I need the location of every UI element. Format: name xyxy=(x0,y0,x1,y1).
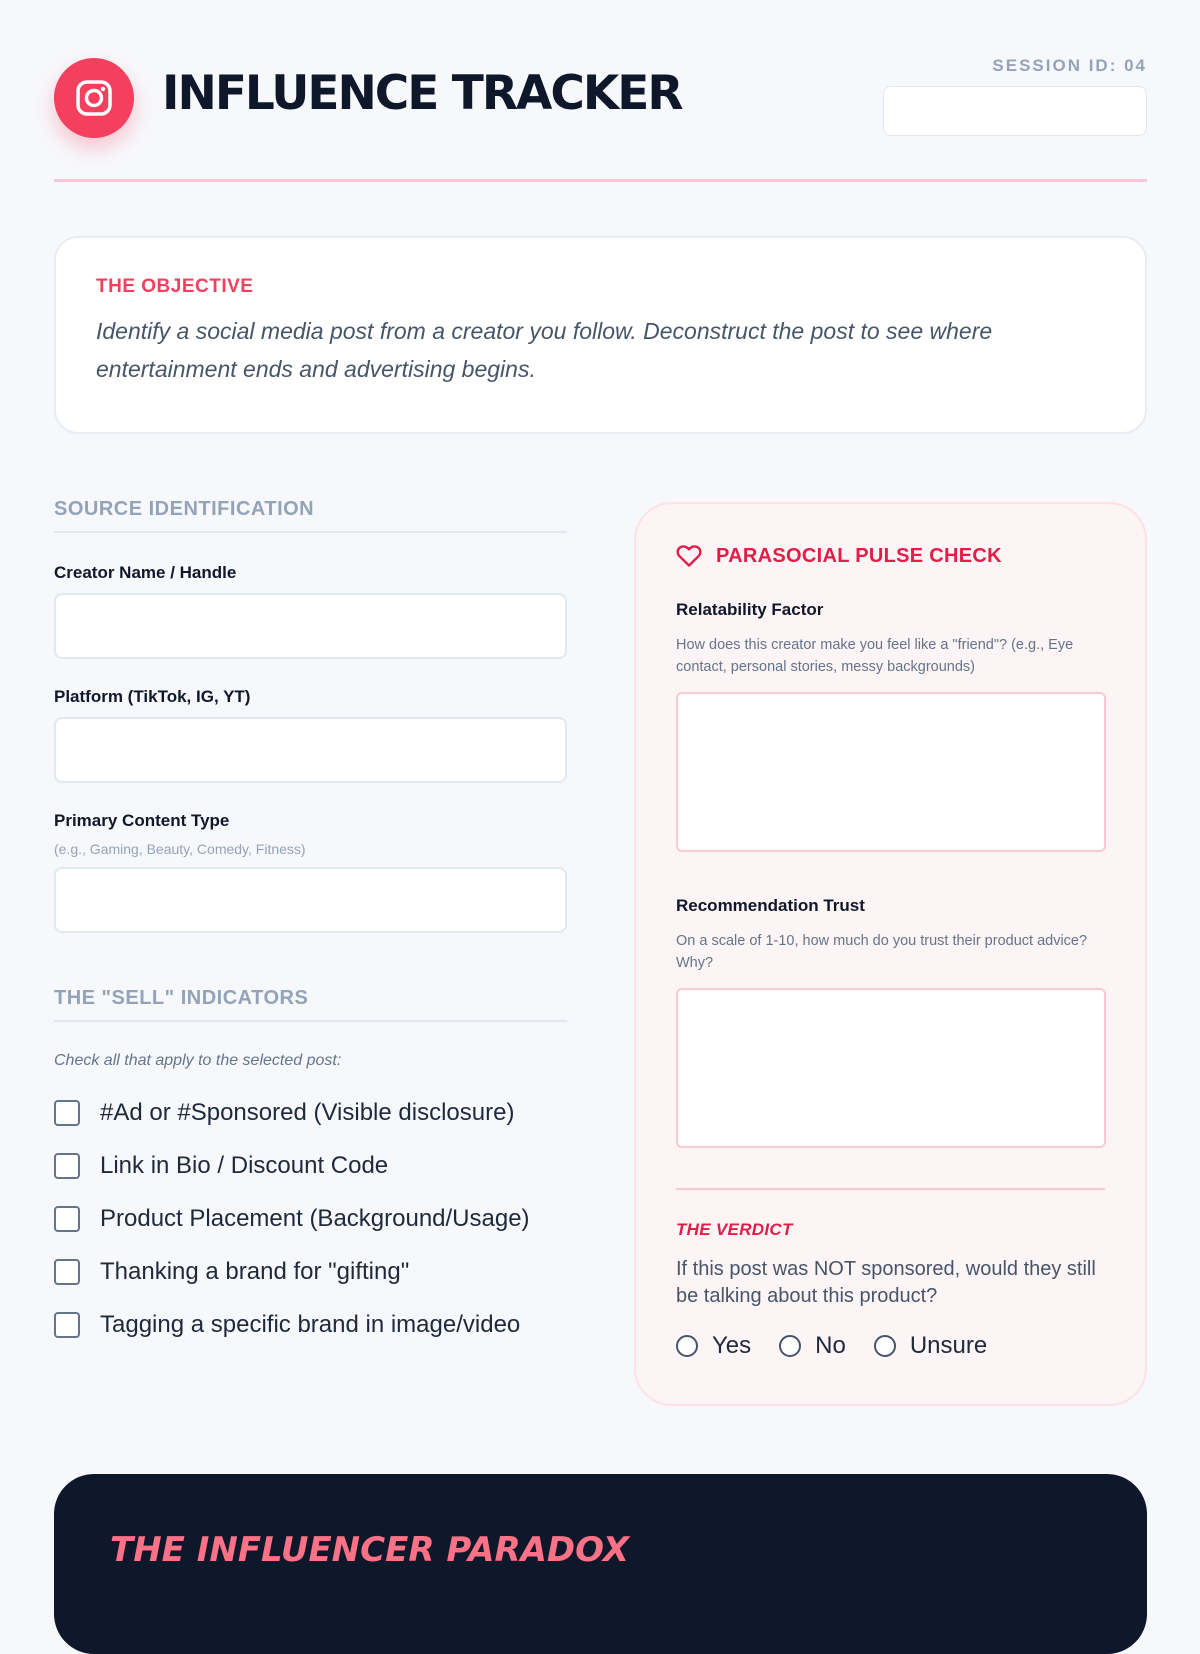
platform-input[interactable] xyxy=(54,717,567,783)
radio-label: Yes xyxy=(712,1332,752,1359)
heart-icon xyxy=(676,544,702,568)
header-divider xyxy=(54,179,1147,182)
objective-text: Identify a social media post from a creator you follow. Deconstruct the post to see where entertainment ends and advertising begins. xyxy=(96,318,993,382)
checklist-item-label: #Ad or #Sponsored (Visible disclosure) xyxy=(100,1099,515,1126)
checkbox[interactable] xyxy=(54,1206,80,1232)
source-identification-heading: SOURCE IDENTIFICATION xyxy=(54,498,567,533)
checklist-item-label: Tagging a specific brand in image/video xyxy=(100,1311,521,1338)
platform-label: Platform (TikTok, IG, YT) xyxy=(54,687,251,706)
checklist-item-label: Link in Bio / Discount Code xyxy=(100,1152,389,1179)
left-column xyxy=(54,498,567,1365)
checklist-item[interactable] xyxy=(54,1153,567,1179)
sell-indicators-heading: THE "SELL" INDICATORS xyxy=(54,987,567,1022)
verdict-radio-group xyxy=(676,1332,1105,1360)
instagram-icon xyxy=(54,58,134,138)
page-title: INFLUENCE TRACKER xyxy=(162,66,682,121)
checklist-item[interactable] xyxy=(54,1259,567,1285)
radio-label: No xyxy=(815,1332,846,1359)
relatability-hint: How does this creator make you feel like a "friend"? (e.g., Eye contact, personal stories, messy backgrounds) xyxy=(676,637,1074,675)
radio-option-yes[interactable] xyxy=(676,1332,751,1360)
content-type-input[interactable] xyxy=(54,867,567,933)
session-id-label: SESSION ID: 04 xyxy=(992,56,1147,75)
checklist-item[interactable] xyxy=(54,1206,567,1232)
radio-button[interactable] xyxy=(779,1335,801,1357)
checklist-item[interactable] xyxy=(54,1312,567,1338)
objective-label: THE OBJECTIVE xyxy=(96,276,254,297)
checklist-item-label: Product Placement (Background/Usage) xyxy=(100,1205,530,1232)
relatability-label: Relatability Factor xyxy=(676,600,824,619)
verdict-label: THE VERDICT xyxy=(676,1220,793,1239)
trust-textarea[interactable] xyxy=(676,988,1106,1148)
radio-option-unsure[interactable] xyxy=(874,1332,987,1360)
checkbox[interactable] xyxy=(54,1259,80,1285)
parasocial-pulse-card xyxy=(634,502,1147,1406)
header xyxy=(54,56,1147,140)
checklist-item[interactable] xyxy=(54,1100,567,1126)
verdict-divider xyxy=(676,1188,1105,1190)
radio-button[interactable] xyxy=(676,1335,698,1357)
content-type-label: Primary Content Type xyxy=(54,811,230,830)
radio-button[interactable] xyxy=(874,1335,896,1357)
checklist-item-label: Thanking a brand for "gifting" xyxy=(100,1258,410,1285)
pulse-title xyxy=(676,544,1105,568)
session-id-input[interactable] xyxy=(883,86,1147,136)
creator-name-label: Creator Name / Handle xyxy=(54,563,237,582)
creator-name-input[interactable] xyxy=(54,593,567,659)
radio-option-no[interactable] xyxy=(779,1332,846,1360)
checkbox[interactable] xyxy=(54,1100,80,1126)
relatability-textarea[interactable] xyxy=(676,692,1106,852)
footer-title: THE INFLUENCER PARADOX xyxy=(110,1530,630,1570)
influencer-paradox-panel xyxy=(54,1474,1147,1654)
checkbox[interactable] xyxy=(54,1153,80,1179)
pulse-title-text: PARASOCIAL PULSE CHECK xyxy=(716,544,1002,567)
trust-label: Recommendation Trust xyxy=(676,896,865,915)
sell-instruction: Check all that apply to the selected post: xyxy=(54,1052,342,1069)
verdict-question: If this post was NOT sponsored, would they still be talking about this product? xyxy=(676,1258,1096,1307)
objective-card xyxy=(54,236,1147,434)
sell-checklist xyxy=(54,1100,567,1338)
content-type-hint: (e.g., Gaming, Beauty, Comedy, Fitness) xyxy=(54,841,306,857)
worksheet-page xyxy=(54,0,1147,1600)
radio-label: Unsure xyxy=(909,1332,988,1359)
trust-hint: On a scale of 1-10, how much do you trust their product advice? Why? xyxy=(676,933,1088,971)
checkbox[interactable] xyxy=(54,1312,80,1338)
